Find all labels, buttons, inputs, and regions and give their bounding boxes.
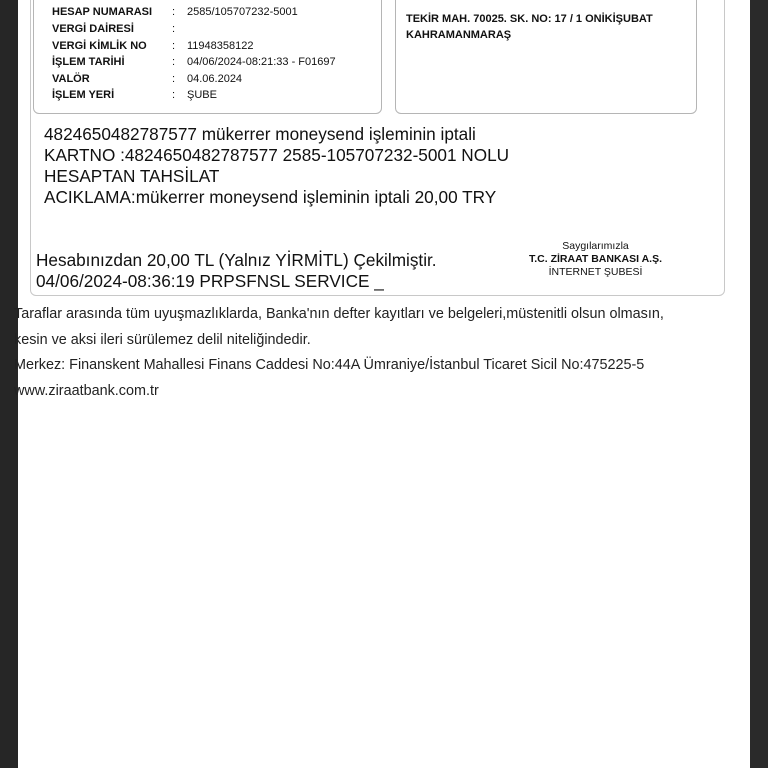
description-line-1: 4824650482787577 mükerrer moneysend işleminin iptali <box>44 124 476 144</box>
transaction-summary <box>36 250 437 292</box>
transaction-description <box>44 124 509 208</box>
field-label: VALÖR <box>52 73 90 85</box>
field-colon: : <box>172 23 176 35</box>
field-colon: : <box>172 89 176 101</box>
field-value: 2585/105707232-5001 <box>187 6 298 18</box>
field-label: HESAP NUMARASI <box>52 6 153 18</box>
signature-greeting: Saygılarımızla <box>562 240 629 252</box>
field-colon: : <box>172 40 176 52</box>
address-line-1: TEKİR MAH. 70025. SK. NO: 17 / 1 ONİKİŞUBAT <box>406 13 653 25</box>
background-right-edge <box>750 0 768 768</box>
field-label: İŞLEM YERİ <box>52 89 115 101</box>
field-colon: : <box>172 56 176 68</box>
field-colon: : <box>172 73 176 85</box>
field-label: İŞLEM TARİHİ <box>52 56 125 68</box>
summary-amount-line: Hesabınızdan 20,00 TL (Yalnız YİRMİTL) Çekilmiştir. <box>36 250 437 270</box>
description-line-2: KARTNO :4824650482787577 2585-105707232-5001 NOLU <box>44 145 510 165</box>
customer-address <box>406 11 653 43</box>
footer-legal-line-1: Taraflar arasında tüm uyuşmazlıklarda, Banka'nın defter kayıtları ve belgeleri,müstenitli olsun olmasın, <box>14 306 664 322</box>
footer-website-link[interactable]: www.ziraatbank.com.tr <box>14 382 159 399</box>
signature-bank-name: T.C. ZİRAAT BANKASI A.Ş. <box>529 253 662 265</box>
footer-address-line: Merkez: Finanskent Mahallesi Finans Caddesi No:44A Ümraniye/İstanbul Ticaret Sicil No:475225-5 <box>14 357 645 373</box>
description-line-4: ACIKLAMA:mükerrer moneysend işleminin iptali 20,00 TRY <box>44 187 497 207</box>
receipt-document <box>14 0 750 768</box>
field-value: 11948358122 <box>187 40 254 52</box>
description-line-3: HESAPTAN TAHSİLAT <box>44 166 220 186</box>
account-info-box <box>33 0 382 114</box>
field-colon: : <box>172 6 176 18</box>
bank-signature <box>518 240 673 279</box>
field-label: VERGİ DAİRESİ <box>52 23 134 35</box>
summary-timestamp-line: 04/06/2024-08:36:19 PRPSFNSL SERVICE _ <box>36 271 384 291</box>
field-label <box>52 0 172 3</box>
field-value: ŞUBE <box>187 89 217 101</box>
field-value <box>187 0 367 3</box>
field-value: 04/06/2024-08:21:33 - F01697 <box>187 56 336 68</box>
legal-footer <box>14 302 744 404</box>
field-colon <box>172 0 175 3</box>
address-line-2: KAHRAMANMARAŞ <box>406 29 512 41</box>
field-label: VERGİ KİMLİK NO <box>52 40 147 52</box>
address-box <box>395 0 697 114</box>
signature-branch: İNTERNET ŞUBESİ <box>548 266 643 278</box>
field-value: 04.06.2024 <box>187 73 243 85</box>
footer-legal-line-2: kesin ve aksi ileri sürülemez delil niteliğindedir. <box>14 331 311 348</box>
